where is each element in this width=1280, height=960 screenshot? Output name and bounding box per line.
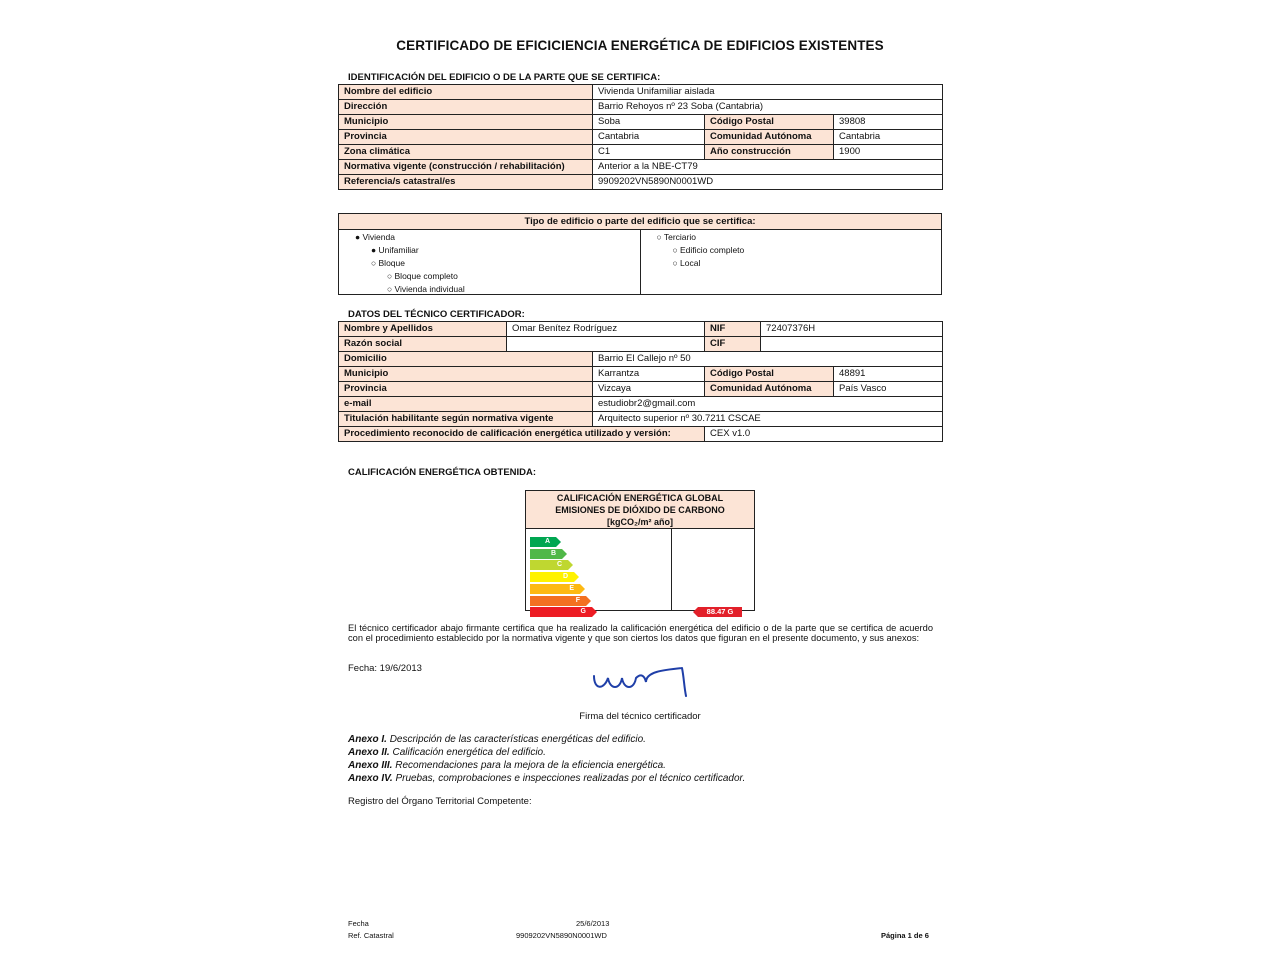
rating-band-d [530, 572, 574, 582]
label-municipio: Municipio [339, 115, 593, 130]
label-codigo-postal: Código Postal [705, 115, 834, 130]
label-codigo-postal-tecnico: Código Postal [705, 367, 834, 382]
label-razon-social: Razón social [339, 337, 507, 352]
label-anio-construccion: Año construcción [705, 145, 834, 160]
annex-text: Descripción de las características energéticas del edificio. [389, 734, 646, 745]
rating-band-letter: B [550, 549, 556, 557]
label-nombre-apellidos: Nombre y Apellidos [339, 322, 507, 337]
value-nombre-edificio: Vivienda Unifamiliar aislada [593, 85, 943, 100]
signature-image [588, 660, 688, 700]
rating-band-b [530, 549, 562, 559]
bullet-empty-icon: ○ [656, 232, 662, 242]
label-provincia: Provincia [339, 130, 593, 145]
energy-rating-scale [526, 529, 754, 617]
signature-stroke [594, 668, 686, 696]
value-cif [761, 337, 943, 352]
value-email: estudiobr2@gmail.com [593, 397, 943, 412]
annex-label: Anexo IV. [348, 773, 393, 784]
annex-label: Anexo I. [348, 734, 387, 745]
value-titulacion: Arquitecto superior nº 30.7211 CSCAE [593, 412, 943, 427]
value-domicilio: Barrio El Callejo nº 50 [593, 352, 943, 367]
value-nif: 72407376H [761, 322, 943, 337]
certification-date: Fecha: 19/6/2013 [348, 663, 422, 674]
value-razon-social [507, 337, 705, 352]
option-vivienda-individual [387, 284, 465, 294]
label-comunidad-autonoma: Comunidad Autónoma [705, 130, 834, 145]
value-comunidad-autonoma: Cantabria [834, 130, 943, 145]
option-edificio-completo-label: Edificio completo [680, 245, 745, 255]
footer-fecha: 25/6/2013 [576, 919, 610, 928]
footer-ref: 9909202VN5890N0001WD [516, 931, 607, 940]
option-vivienda [355, 232, 395, 242]
rating-band-letter: E [569, 584, 574, 592]
section-identificacion-title: IDENTIFICACIÓN DEL EDIFICIO O DE LA PARTE QUE SE CERTIFICA: [348, 72, 661, 83]
rating-band-f [530, 596, 586, 606]
label-domicilio: Domicilio [339, 352, 593, 367]
option-bloque-completo [387, 271, 458, 281]
option-bloque-label: Bloque [378, 258, 405, 268]
rating-band-g [530, 607, 592, 617]
energy-rating-box [525, 490, 755, 617]
building-type-right-column [640, 230, 942, 294]
annex-item [348, 746, 745, 759]
label-referencia-catastral: Referencia/s catastral/es [339, 175, 593, 190]
option-vivienda-label: Vivienda [362, 232, 395, 242]
option-bloque-completo-label: Bloque completo [394, 271, 458, 281]
option-terciario [657, 232, 696, 242]
value-referencia-catastral: 9909202VN5890N0001WD [593, 175, 943, 190]
certificate-page [338, 0, 942, 960]
option-local [673, 258, 701, 268]
signature-caption: Firma del técnico certificador [579, 711, 701, 722]
section-calificacion-title: CALIFICACIÓN ENERGÉTICA OBTENIDA: [348, 467, 537, 478]
annex-label: Anexo III. [348, 760, 393, 771]
option-unifamiliar-label: Unifamiliar [378, 245, 419, 255]
bullet-empty-icon: ○ [387, 284, 393, 294]
bullet-empty-icon: ○ [387, 271, 393, 281]
energy-rating-heading [526, 491, 754, 529]
bullet-filled-icon: ● [371, 245, 377, 255]
certification-paragraph: El técnico certificador abajo firmante certifica que ha realizado la calificación energética del edificio o de la parte que se certifica de acuerdo con el procedimiento establecido por la normativa vigente y que son ciertos los datos que figuran en el presente documento, y sus anexos: [348, 623, 933, 643]
value-procedimiento: CEX v1.0 [705, 427, 943, 442]
label-direccion: Dirección [339, 100, 593, 115]
bullet-empty-icon: ○ [672, 245, 678, 255]
label-titulacion: Titulación habilitante según normativa vigente [339, 412, 593, 427]
annex-text: Recomendaciones para la mejora de la eficiencia energética. [395, 760, 666, 771]
label-procedimiento: Procedimiento reconocido de calificación energética utilizado y versión: [339, 427, 705, 442]
rating-heading-line-2: EMISIONES DE DIÓXIDO DE CARBONO [555, 505, 725, 515]
building-type-box [338, 213, 942, 295]
annex-text: Calificación energética del edificio. [392, 747, 546, 758]
annex-text: Pruebas, comprobaciones e inspecciones realizadas por el técnico certificador. [395, 773, 746, 784]
label-nif: NIF [705, 322, 761, 337]
value-comunidad-autonoma-tecnico: País Vasco [834, 382, 943, 397]
value-provincia-tecnico: Vizcaya [593, 382, 705, 397]
label-municipio-tecnico: Municipio [339, 367, 593, 382]
value-municipio: Soba [593, 115, 705, 130]
page-title: CERTIFICADO DE EFICICIENCIA ENERGÉTICA DE EDIFICIOS EXISTENTES [396, 38, 884, 53]
bullet-filled-icon: ● [355, 232, 361, 242]
label-normativa: Normativa vigente (construcción / rehabilitación) [339, 160, 593, 175]
annex-item [348, 733, 745, 746]
rating-band-a [530, 537, 556, 547]
building-identification-table [338, 84, 943, 190]
rating-band-letter: G [580, 608, 586, 616]
building-type-left-column [339, 230, 640, 294]
rating-band-letter: A [544, 538, 550, 545]
option-bloque [371, 258, 405, 268]
label-cif: CIF [705, 337, 761, 352]
rating-band-e [530, 584, 580, 594]
bullet-empty-icon: ○ [371, 258, 377, 268]
bullet-empty-icon: ○ [672, 258, 678, 268]
label-email: e-mail [339, 397, 593, 412]
label-nombre-edificio: Nombre del edificio [339, 85, 593, 100]
rating-band-c [530, 560, 568, 570]
annex-label: Anexo II. [348, 747, 390, 758]
footer-ref-label: Ref. Catastral [348, 931, 394, 940]
value-municipio-tecnico: Karrantza [593, 367, 705, 382]
section-tecnico-title: DATOS DEL TÉCNICO CERTIFICADOR: [348, 309, 525, 320]
rating-heading-line-3: [kgCO₂/m² año] [607, 517, 673, 527]
value-provincia: Cantabria [593, 130, 705, 145]
rating-divider [671, 529, 672, 610]
footer-fecha-label: Fecha [348, 919, 369, 928]
rating-heading-line-1: CALIFICACIÓN ENERGÉTICA GLOBAL [556, 493, 724, 503]
rating-band-letter: F [575, 596, 580, 604]
label-comunidad-autonoma-tecnico: Comunidad Autónoma [705, 382, 834, 397]
value-normativa: Anterior a la NBE-CT79 [593, 160, 943, 175]
option-edificio-completo [673, 245, 745, 255]
rating-band-letter: C [556, 561, 562, 569]
value-zona-climatica: C1 [593, 145, 705, 160]
value-anio-construccion: 1900 [834, 145, 943, 160]
label-provincia-tecnico: Provincia [339, 382, 593, 397]
value-codigo-postal-tecnico: 48891 [834, 367, 943, 382]
option-unifamiliar [371, 245, 419, 255]
rating-band-letter: D [562, 573, 568, 581]
option-local-label: Local [680, 258, 701, 268]
option-terciario-label: Terciario [663, 232, 696, 242]
value-direccion: Barrio Rehoyos nº 23 Soba (Cantabria) [593, 100, 943, 115]
label-zona-climatica: Zona climática [339, 145, 593, 160]
annex-item [348, 759, 745, 772]
annex-item [348, 772, 745, 785]
rating-result-arrow: 88.47 G [698, 607, 742, 617]
value-nombre-apellidos: Omar Benítez Rodríguez [507, 322, 705, 337]
registry-label: Registro del Órgano Territorial Competente: [348, 796, 532, 807]
footer-page-number: Página 1 de 6 [881, 931, 929, 940]
annex-list [348, 733, 745, 785]
technician-table [338, 321, 943, 442]
option-vivienda-individual-label: Vivienda individual [394, 284, 465, 294]
value-codigo-postal: 39808 [834, 115, 943, 130]
building-type-heading: Tipo de edificio o parte del edificio que se certifica: [339, 214, 941, 230]
